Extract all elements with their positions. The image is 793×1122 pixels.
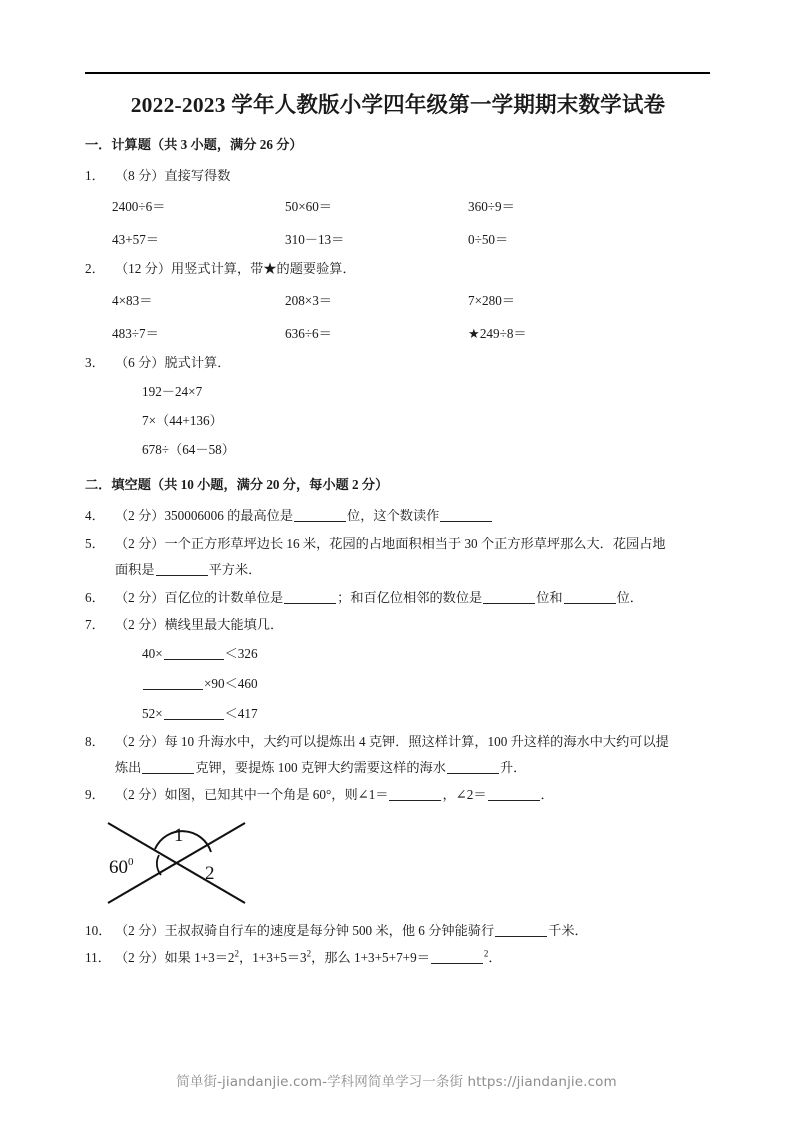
question-4-text (115, 503, 711, 529)
q9-blank-2[interactable] (488, 787, 540, 801)
question-2-row-2 (85, 317, 711, 350)
question-9 (85, 782, 711, 808)
q3-expr-3: 678÷（64－58） (142, 442, 235, 458)
q10-part-1: （2 分）王叔叔骑自行车的速度是每分钟 500 米，他 6 分钟能骑行 (115, 922, 495, 938)
page-title: 2022-2023 学年人教版小学四年级第一学期期末数学试卷 (130, 93, 666, 117)
q1-expr-4: 43+57＝ (112, 232, 159, 248)
intersecting-lines-diagram (93, 811, 268, 911)
q11-part-3: ，那么 1+3+5+7+9＝ (311, 950, 430, 966)
question-1 (85, 163, 711, 189)
q9-blank-1[interactable] (389, 787, 441, 801)
question-3 (85, 350, 711, 376)
q8-part-1: 炼出 (115, 760, 142, 775)
q2-expr-2: 208×3＝ (285, 292, 332, 308)
q7-line-1 (85, 639, 711, 669)
q6-blank-3[interactable] (564, 589, 616, 603)
q11-part-4: ． (488, 950, 502, 966)
question-9-figure (85, 811, 711, 916)
question-9-text (115, 782, 711, 808)
angle-1-label: 1 (174, 824, 184, 846)
question-5-number: 5． (85, 535, 105, 551)
q2-expr-5: 636÷6＝ (285, 325, 332, 341)
question-9-number: 9． (85, 787, 105, 803)
question-1-row-2 (85, 223, 711, 256)
q11-part-2: ，1+3+5＝3 (239, 950, 307, 966)
question-2-number: 2． (85, 261, 105, 277)
q6-part-2: ；和百亿位相邻的数位是 (337, 589, 483, 605)
q9-part-2: ，∠2＝ (442, 787, 487, 803)
q10-part-2: 千米． (548, 922, 588, 938)
q11-sup-2: 2 (306, 948, 312, 959)
q4-part-2: 位，这个数读作 (347, 508, 440, 524)
q7-line-1-prefix: 40× (142, 646, 163, 662)
q11-sup-1: 2 (234, 948, 240, 959)
q8-blank-1[interactable] (142, 760, 194, 774)
question-8-line-1: （2 分）每 10 升海水中，大约可以提炼出 4 克钾．照这样计算，100 升这样的海水中大约可以提 (115, 733, 669, 749)
q5-part-2: 平方米． (208, 562, 262, 578)
question-5-line-2 (115, 557, 711, 583)
q6-part-3: 位和 (536, 589, 563, 605)
question-1-row-1 (85, 190, 711, 223)
question-11-number: 11． (85, 950, 111, 966)
question-11-text (115, 945, 711, 971)
q11-sup-3: 2 (483, 948, 489, 959)
question-5-line-1: （2 分）一个正方形草坪边长 16 米，花园的占地面积相当于 30 个正方形草坪那么大．花园占地 (115, 535, 666, 551)
q2-expr-4: 483÷7＝ (112, 325, 159, 341)
question-10-number: 10． (85, 922, 112, 938)
question-6-text (115, 585, 711, 611)
angle-2-label: 2 (205, 862, 215, 884)
q8-part-3: 升． (499, 760, 527, 775)
question-10 (85, 918, 711, 944)
q11-blank-1[interactable] (431, 950, 483, 964)
q7-blank-2[interactable] (143, 676, 203, 690)
q3-expr-1: 192－24×7 (142, 384, 203, 400)
q7-line-3 (85, 699, 711, 729)
q4-blank-1[interactable] (294, 508, 346, 522)
q7-blank-3[interactable] (164, 706, 224, 720)
q2-expr-6: ★249÷8＝ (468, 325, 527, 341)
header-rule (85, 72, 710, 74)
question-2 (85, 256, 711, 282)
q7-line-3-prefix: 52× (142, 705, 163, 721)
q1-expr-3: 360÷9＝ (468, 199, 515, 215)
q2-expr-3: 7×280＝ (468, 292, 515, 308)
question-8 (85, 729, 711, 782)
q6-blank-1[interactable] (284, 589, 336, 603)
question-2-text: （12 分）用竖式计算，带★的题要验算． (115, 261, 356, 277)
question-1-text: （8 分）直接写得数 (115, 168, 231, 184)
q11-part-1: （2 分）如果 1+3＝2 (115, 950, 235, 966)
question-11 (85, 945, 711, 971)
question-7-number: 7． (85, 617, 105, 633)
q2-expr-1: 4×83＝ (112, 292, 153, 308)
question-2-row-1 (85, 284, 711, 317)
q6-blank-2[interactable] (483, 589, 535, 603)
q1-expr-6: 0÷50＝ (468, 232, 509, 248)
q7-blank-1[interactable] (164, 646, 224, 660)
q10-blank-1[interactable] (495, 923, 547, 937)
question-4 (85, 503, 711, 529)
q7-line-1-suffix: ＜326 (224, 646, 258, 662)
q1-expr-1: 2400÷6＝ (112, 199, 166, 215)
q3-expr-2: 7×（44+136） (142, 413, 223, 429)
q1-expr-2: 50×60＝ (285, 199, 332, 215)
question-6 (85, 585, 711, 611)
q9-part-3: ． (540, 787, 554, 803)
section-heading-calculation: 一．计算题（共 3 小题，满分 26 分） (85, 136, 303, 152)
q7-line-2-suffix: ×90＜460 (204, 676, 258, 692)
q8-blank-2[interactable] (447, 760, 499, 774)
question-5 (85, 531, 711, 584)
q6-part-1: （2 分）百亿位的计数单位是 (115, 589, 284, 605)
question-7 (85, 612, 711, 638)
question-10-text (115, 918, 711, 944)
q7-line-2 (85, 669, 711, 699)
section-heading-fill-blank: 二．填空题（共 10 小题，满分 20 分，每小题 2 分） (85, 477, 389, 493)
angle-60-label: $60^0$ (109, 855, 134, 878)
question-8-number: 8． (85, 733, 105, 749)
q4-blank-2[interactable] (440, 508, 492, 522)
q7-line-3-suffix: ＜417 (224, 705, 258, 721)
q1-expr-5: 310－13＝ (285, 232, 345, 248)
q8-part-2: 克钾，要提炼 100 克钾大约需要这样的海水 (195, 760, 446, 775)
q6-part-4: 位． (616, 589, 643, 605)
question-7-text: （2 分）横线里最大能填几． (115, 617, 284, 633)
q5-part-1: 面积是 (115, 562, 155, 578)
question-4-number: 4． (85, 508, 105, 524)
document-content (85, 92, 711, 973)
question-3-number: 3． (85, 354, 105, 370)
question-8-line-2 (115, 755, 711, 781)
question-3-text: （6 分）脱式计算． (115, 354, 231, 370)
question-6-number: 6． (85, 589, 105, 605)
question-1-number: 1． (85, 168, 105, 184)
q5-blank-1[interactable] (156, 562, 208, 576)
footer-watermark: 简单街-jiandanjie.com-学科网简单学习一条街 https://jiandanjie.com (176, 1074, 617, 1090)
q4-part-1: （2 分）350006006 的最高位是 (115, 508, 294, 524)
q9-part-1: （2 分）如图，已知其中一个角是 60°，则∠1＝ (115, 787, 389, 803)
